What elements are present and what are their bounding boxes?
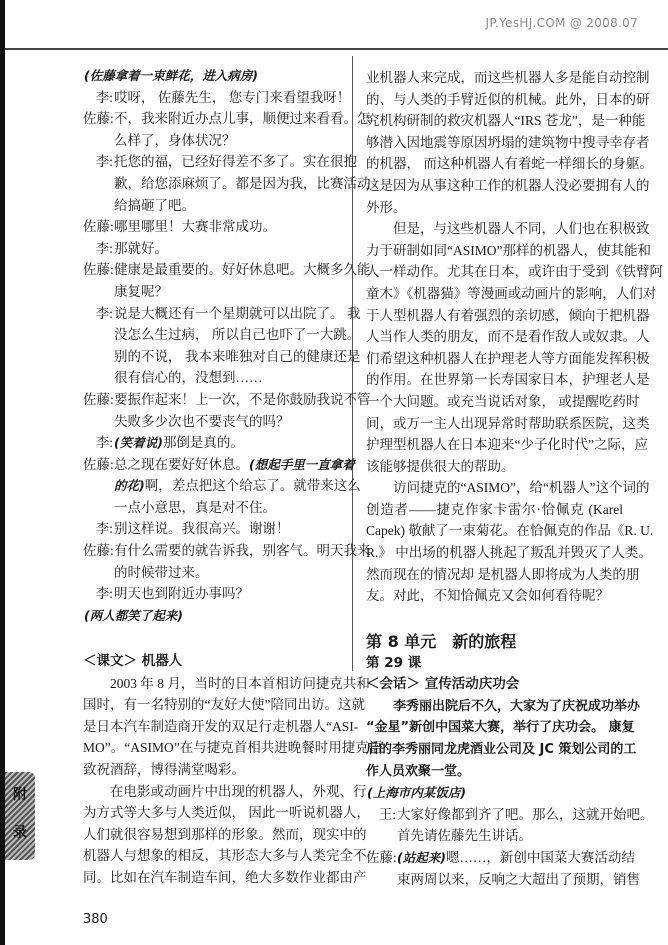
text-run: 们希望这种机器人在护理老人等方面能发挥积极 bbox=[366, 350, 650, 366]
line-text bbox=[110, 673, 370, 695]
speaker-label: 佐藤 bbox=[83, 456, 110, 472]
line-text bbox=[114, 367, 341, 389]
speaker-label: 李 bbox=[95, 154, 110, 170]
text-run: 总之现在要好好休息。 bbox=[114, 456, 249, 472]
text-line bbox=[83, 367, 341, 389]
text-run: 究机构研制的救灾机器人“IRS 苍龙”，是一种能 bbox=[366, 113, 646, 129]
line-text bbox=[393, 218, 650, 240]
stage-direction bbox=[83, 605, 341, 627]
text-run: 的作用。在世界第一长寿国家日本，护理老人是 bbox=[366, 372, 650, 388]
text-line bbox=[366, 456, 623, 478]
text-line bbox=[366, 477, 650, 499]
speaker-label: 李 bbox=[95, 89, 110, 105]
text-run: 作人员欢聚一堂。 bbox=[366, 763, 471, 779]
speaker-label: 李 bbox=[95, 521, 110, 537]
line-text bbox=[114, 389, 371, 411]
text-line bbox=[366, 240, 651, 262]
italic-direction: (两人都笑了起来) bbox=[84, 607, 183, 623]
text-line bbox=[366, 413, 650, 435]
text-run: 托您的福，已经好得差不多了。实在很抱 bbox=[114, 154, 357, 170]
text-line bbox=[366, 283, 657, 305]
speaker-label: 李 bbox=[95, 586, 110, 602]
line-text bbox=[83, 737, 383, 759]
dialogue-line bbox=[83, 216, 341, 238]
line-text bbox=[366, 261, 663, 283]
text-line bbox=[83, 497, 341, 519]
line-text bbox=[83, 845, 367, 867]
text-line bbox=[366, 499, 623, 521]
text-run: 2003 年 8 月，当时的日本首相访问捷克共和 bbox=[110, 675, 370, 691]
text-run: 致祝酒辞，博得满堂喝彩。 bbox=[83, 761, 245, 777]
italic-direction: (佐藤拿着一束鲜花，进入病房) bbox=[84, 68, 258, 83]
text-run: 这是因为从事这种工作的机器人没必要拥有人的 bbox=[366, 177, 650, 193]
line-text bbox=[366, 631, 623, 653]
text-line bbox=[83, 281, 341, 303]
text-run: 明天也到附近办事吗？ bbox=[114, 586, 249, 602]
text-line bbox=[366, 542, 652, 564]
speaker-name: 李: bbox=[95, 435, 113, 451]
text-line bbox=[366, 564, 640, 586]
line-text bbox=[83, 867, 367, 889]
line-text bbox=[366, 326, 650, 348]
line-text bbox=[84, 605, 341, 627]
italic-direction: (笑着说) bbox=[114, 435, 163, 451]
text-line bbox=[366, 348, 650, 370]
text-run: 那就好。 bbox=[114, 240, 168, 256]
speaker-name: 佐藤: bbox=[83, 391, 114, 407]
speaker-label: 佐藤 bbox=[83, 262, 110, 278]
line-text bbox=[114, 87, 351, 109]
speaker-label: 李 bbox=[95, 305, 110, 321]
line-text bbox=[114, 497, 341, 519]
side-tab-char: 录 bbox=[13, 825, 27, 841]
line-text bbox=[366, 434, 648, 456]
line-text bbox=[397, 869, 640, 891]
text-run: 后的李秀丽同龙虎酒业公司及 JC 策划公司的工 bbox=[366, 741, 637, 757]
text-line bbox=[83, 716, 359, 738]
text-run: 第 8 单元 新的旅程 bbox=[366, 632, 517, 651]
line-text bbox=[366, 761, 623, 783]
text-run: 友。对此，不知恰佩克又会如何看待呢？ bbox=[366, 588, 609, 604]
text-run: 别这样说。我很高兴。谢谢！ bbox=[114, 521, 290, 537]
italic-direction: (想起手里一直拿着 bbox=[249, 456, 355, 472]
line-text bbox=[114, 173, 371, 195]
text-run: 童木》《机器猫》等漫画或动画片的影响，人们对 bbox=[366, 285, 657, 301]
text-run: 一点小意思，真是对不住。 bbox=[114, 499, 276, 515]
text-line bbox=[366, 825, 623, 847]
line-text bbox=[366, 739, 637, 761]
line-text bbox=[366, 674, 623, 696]
text-line bbox=[83, 737, 383, 759]
line-text bbox=[83, 716, 359, 738]
line-text bbox=[83, 824, 367, 846]
line-text bbox=[114, 259, 371, 281]
speaker-name: 李: bbox=[95, 240, 113, 256]
speaker-name: 李: bbox=[95, 305, 113, 321]
text-line bbox=[366, 391, 640, 413]
line-text bbox=[83, 802, 370, 824]
text-line bbox=[83, 781, 367, 803]
text-run: 要振作起来！上一次，不是你鼓励我说不管 bbox=[114, 391, 371, 407]
text-line bbox=[83, 824, 367, 846]
line-text bbox=[366, 413, 650, 435]
text-line bbox=[83, 195, 341, 217]
line-text bbox=[83, 759, 341, 781]
section-heading bbox=[83, 651, 341, 673]
text-line bbox=[366, 739, 637, 761]
text-run: 嗯……，新创中国菜大赛活动结 bbox=[445, 849, 635, 865]
text-run: 人们就很容易想到那样的形象。然而，现实中的 bbox=[83, 826, 367, 842]
line-text bbox=[114, 238, 341, 260]
speaker-name: 李: bbox=[95, 89, 113, 105]
speaker-name: 佐藤: bbox=[83, 219, 114, 235]
speaker-label: 佐藤 bbox=[83, 391, 110, 407]
line-text bbox=[366, 653, 623, 675]
text-line bbox=[366, 89, 650, 111]
line-text bbox=[114, 518, 341, 540]
text-line bbox=[83, 475, 361, 497]
right-column-unit-8 bbox=[366, 631, 654, 890]
line-text bbox=[397, 804, 654, 826]
italic-direction: (上海市内某饭店) bbox=[367, 785, 466, 801]
text-run: 为方式等大多与人类近似， 因此一听说机器人， bbox=[83, 805, 370, 821]
line-text bbox=[366, 132, 650, 154]
line-text bbox=[366, 520, 654, 542]
text-run: 力于研制如同“ASIMO”那样的机器人，使其能和 bbox=[366, 242, 651, 258]
text-run: 是日本汽车制造商开发的双足行走机器人“ASI- bbox=[83, 718, 359, 734]
speaker-label: 王 bbox=[378, 806, 393, 822]
line-text bbox=[366, 585, 623, 607]
line-text bbox=[114, 130, 341, 152]
text-line bbox=[366, 110, 646, 132]
text-run: 束两周以来，反响之大超出了预期，销售 bbox=[397, 871, 640, 887]
dialogue-line bbox=[83, 518, 341, 540]
line-text bbox=[114, 432, 341, 454]
header-rule bbox=[5, 48, 668, 50]
text-run: 间，或万一主人出现异常时帮助联系医院，这类 bbox=[366, 415, 650, 431]
text-line bbox=[366, 175, 650, 197]
text-run: 人一样动作。尤其在日本，或许由于受到《铁臂阿 bbox=[366, 264, 663, 280]
text-run: 访问捷克的“ASIMO”，给“机器人”这个词的 bbox=[393, 480, 650, 496]
line-text bbox=[366, 717, 635, 739]
text-run: 不，我来附近办点儿事，顺便过来看看。怎 bbox=[114, 111, 371, 127]
text-line bbox=[366, 369, 650, 391]
text-line bbox=[366, 218, 650, 240]
text-line bbox=[366, 869, 640, 891]
line-text bbox=[366, 67, 650, 89]
speaker-name: 王: bbox=[378, 806, 396, 822]
text-run: 健康是最重要的。好好休息吧。大概多久能 bbox=[114, 262, 371, 278]
dialogue-line bbox=[83, 87, 351, 109]
text-line bbox=[366, 434, 648, 456]
text-line bbox=[83, 802, 370, 824]
text-line bbox=[366, 520, 654, 542]
dialogue-line bbox=[83, 238, 341, 260]
text-run: 歉，给您添麻烦了。都是因为我，比赛活动 bbox=[114, 175, 371, 191]
text-run: 的、与人类的手臂近似的机械。此外，日本的研 bbox=[366, 91, 650, 107]
text-run: “金星”新创中国菜大赛，举行了庆功会。 康复 bbox=[366, 720, 635, 736]
text-run: ＜课文＞ 机器人 bbox=[83, 653, 183, 669]
dialogue-line bbox=[83, 259, 371, 281]
dialogue-line bbox=[83, 303, 361, 325]
speaker-label: 佐藤 bbox=[83, 219, 110, 235]
text-run: 没怎么生过病， 所以自己也吓了一大跳。 bbox=[114, 327, 361, 343]
text-line bbox=[366, 585, 623, 607]
page-number: 380 bbox=[83, 912, 108, 927]
text-line bbox=[83, 694, 365, 716]
dialogue-line bbox=[83, 432, 341, 454]
line-text bbox=[366, 391, 640, 413]
line-text bbox=[366, 542, 652, 564]
stage-direction bbox=[366, 782, 623, 804]
text-run: 但是，与这些机器人不同，人们也在积极致 bbox=[393, 221, 650, 237]
text-run: 首先请佐藤先生讲话。 bbox=[397, 828, 532, 844]
line-text bbox=[114, 411, 341, 433]
line-text bbox=[114, 216, 341, 238]
line-text bbox=[114, 454, 355, 476]
left-column-dialogue bbox=[83, 65, 371, 626]
right-column-text-robot bbox=[366, 67, 663, 607]
line-text bbox=[84, 65, 341, 87]
speaker-label: 李 bbox=[95, 435, 110, 451]
line-text bbox=[114, 151, 357, 173]
dialogue-line bbox=[83, 151, 357, 173]
speaker-name: 佐藤: bbox=[83, 456, 114, 472]
dialogue-line bbox=[83, 454, 355, 476]
text-run: 哪里哪里！大赛非常成功。 bbox=[114, 219, 276, 235]
text-line bbox=[83, 759, 341, 781]
line-text bbox=[366, 456, 623, 478]
text-run: 机器人与想象的相反，其形态大多与人类完全不 bbox=[83, 848, 367, 864]
text-line bbox=[83, 346, 361, 368]
line-text bbox=[114, 108, 371, 130]
text-run: 的机器， 而这种机器人有着蛇一样细长的身躯。 bbox=[366, 156, 653, 172]
text-run: 于人型机器人有着强烈的亲切感，倾向于把机器 bbox=[366, 307, 650, 323]
text-run: 同。比如在汽车制造车间，绝大多数作业都由产 bbox=[83, 869, 367, 885]
text-line bbox=[366, 67, 650, 89]
header-watermark: JP.YesHJ.COM @ 2008.07 bbox=[485, 16, 638, 30]
side-tab-char: 附 bbox=[13, 787, 27, 803]
text-line bbox=[366, 153, 653, 175]
line-text bbox=[366, 564, 640, 586]
text-line bbox=[366, 197, 623, 219]
text-line bbox=[366, 326, 650, 348]
line-text bbox=[83, 694, 365, 716]
speaker-name: 李: bbox=[95, 521, 113, 537]
speaker-label: 佐藤 bbox=[83, 111, 110, 127]
italic-direction: (站起来) bbox=[397, 849, 446, 865]
text-run: 那倒是真的。 bbox=[162, 435, 244, 451]
line-text bbox=[114, 324, 361, 346]
line-text bbox=[366, 175, 650, 197]
text-run: 很有信心的，没想到…… bbox=[114, 370, 263, 386]
text-run: Capek) 敬献了一束菊花。在恰佩克的作品《R. U. bbox=[366, 523, 654, 539]
line-text bbox=[114, 540, 371, 562]
dialogue-line bbox=[83, 540, 371, 562]
line-text bbox=[114, 562, 341, 584]
text-line bbox=[83, 867, 367, 889]
text-run: 失败多少次也不要丧气的吗？ bbox=[114, 413, 290, 429]
text-run: 国时，有一名特别的“友好大使”陪同出访。这就 bbox=[83, 697, 365, 713]
line-text bbox=[110, 781, 367, 803]
text-line bbox=[366, 261, 663, 283]
text-run: 给搞砸了吧。 bbox=[114, 197, 195, 213]
text-run: 第 29 课 bbox=[366, 654, 422, 671]
dialogue-line bbox=[83, 389, 371, 411]
text-line bbox=[83, 173, 371, 195]
text-run: 说是大概还有一个星期就可以出院了。 我 bbox=[114, 305, 361, 321]
line-text bbox=[114, 346, 361, 368]
dialogue-line bbox=[366, 847, 635, 869]
dialogue-line bbox=[83, 108, 371, 130]
text-run: 的时候带过来。 bbox=[114, 564, 209, 580]
speaker-name: 李: bbox=[95, 154, 113, 170]
text-run: 业机器人来完成，而这些机器人多是能自动控制 bbox=[366, 70, 650, 85]
text-run: 别的不说， 我本来唯独对自己的健康还是 bbox=[114, 348, 361, 364]
section-heading bbox=[366, 631, 623, 653]
line-text bbox=[114, 303, 361, 325]
text-run: 然而现在的情况却 是机器人即将成为人类的朋 bbox=[366, 566, 640, 582]
text-run: 护理型机器人在日本迎来“少子化时代”之际，应 bbox=[366, 437, 648, 453]
italic-direction: 的花) bbox=[114, 478, 145, 494]
section-heading bbox=[366, 674, 623, 696]
text-run: 么样了，身体状况？ bbox=[114, 132, 236, 148]
speaker-name: 佐藤: bbox=[366, 849, 397, 865]
line-text bbox=[114, 281, 341, 303]
line-text bbox=[83, 651, 341, 673]
text-line bbox=[366, 696, 641, 718]
line-text bbox=[114, 195, 341, 217]
line-text bbox=[366, 305, 650, 327]
text-run: 啊，差点把这个给忘了。就带来这么 bbox=[144, 478, 361, 494]
text-run: 有什么需要的就告诉我，别客气。明天我来 bbox=[114, 543, 371, 559]
line-text bbox=[366, 240, 651, 262]
line-text bbox=[366, 283, 657, 305]
text-run: R.》 中出场的机器人挑起了叛乱并毁灭了人类。 bbox=[366, 545, 652, 561]
text-run: ＜会话＞ 宣传活动庆功会 bbox=[366, 676, 520, 693]
line-text bbox=[366, 89, 650, 111]
dialogue-line bbox=[83, 583, 341, 605]
text-line bbox=[366, 305, 650, 327]
line-text bbox=[393, 696, 641, 718]
speaker-name: 佐藤: bbox=[83, 111, 114, 127]
text-line bbox=[83, 562, 341, 584]
text-line bbox=[83, 411, 341, 433]
line-text bbox=[367, 782, 623, 804]
speaker-label: 佐藤 bbox=[366, 849, 393, 865]
text-line bbox=[366, 132, 650, 154]
appendix-side-tab bbox=[5, 772, 35, 860]
text-run: 大家好像都到齐了吧。那么，这就开始吧。 bbox=[397, 806, 654, 822]
text-run: 该能够提供很大的帮助。 bbox=[366, 458, 515, 474]
text-line bbox=[366, 717, 635, 739]
line-text bbox=[366, 499, 623, 521]
text-line bbox=[366, 761, 623, 783]
text-run: 够潜入因地震等原因坍塌的建筑物中搜寻幸存者 bbox=[366, 134, 650, 150]
speaker-name: 佐藤: bbox=[83, 262, 114, 278]
line-text bbox=[366, 110, 646, 132]
text-line bbox=[83, 673, 370, 695]
text-run: 一个大问题。或充当说话对象， 或提醒吃药时 bbox=[366, 393, 640, 409]
speaker-label: 佐藤 bbox=[83, 543, 110, 559]
text-run: 哎呀， 佐藤先生， 您专门来看望我呀！ bbox=[114, 89, 351, 105]
speaker-name: 佐藤: bbox=[83, 543, 114, 559]
stage-direction bbox=[83, 65, 341, 87]
text-run: 创造者——捷克作家卡雷尔·恰佩克 (Karel bbox=[366, 501, 623, 517]
dialogue-line bbox=[366, 804, 654, 826]
text-run: 康复呢？ bbox=[114, 283, 168, 299]
text-run: 人当作人类的朋友，而不是看作敌人或奴隶。人 bbox=[366, 329, 650, 345]
text-line bbox=[83, 845, 367, 867]
line-text bbox=[366, 369, 650, 391]
speaker-label: 李 bbox=[95, 240, 110, 256]
line-text bbox=[366, 348, 650, 370]
line-text bbox=[366, 153, 653, 175]
line-text bbox=[366, 197, 623, 219]
speaker-name: 李: bbox=[95, 586, 113, 602]
line-text bbox=[393, 477, 650, 499]
text-line bbox=[83, 130, 341, 152]
text-run: MO”。“ASIMO”在与捷克首相共进晚餐时用捷克语 bbox=[83, 740, 383, 756]
text-run: 李秀丽出院后不久，大家为了庆祝成功举办 bbox=[393, 698, 641, 714]
line-text bbox=[114, 583, 341, 605]
text-line bbox=[83, 324, 361, 346]
line-text bbox=[114, 475, 361, 497]
section-heading bbox=[366, 653, 623, 675]
line-text bbox=[397, 825, 623, 847]
text-run: 外形。 bbox=[366, 199, 407, 215]
text-run: 在电影或动画片中出现的机器人，外观、行 bbox=[110, 783, 367, 799]
line-text bbox=[397, 847, 635, 869]
